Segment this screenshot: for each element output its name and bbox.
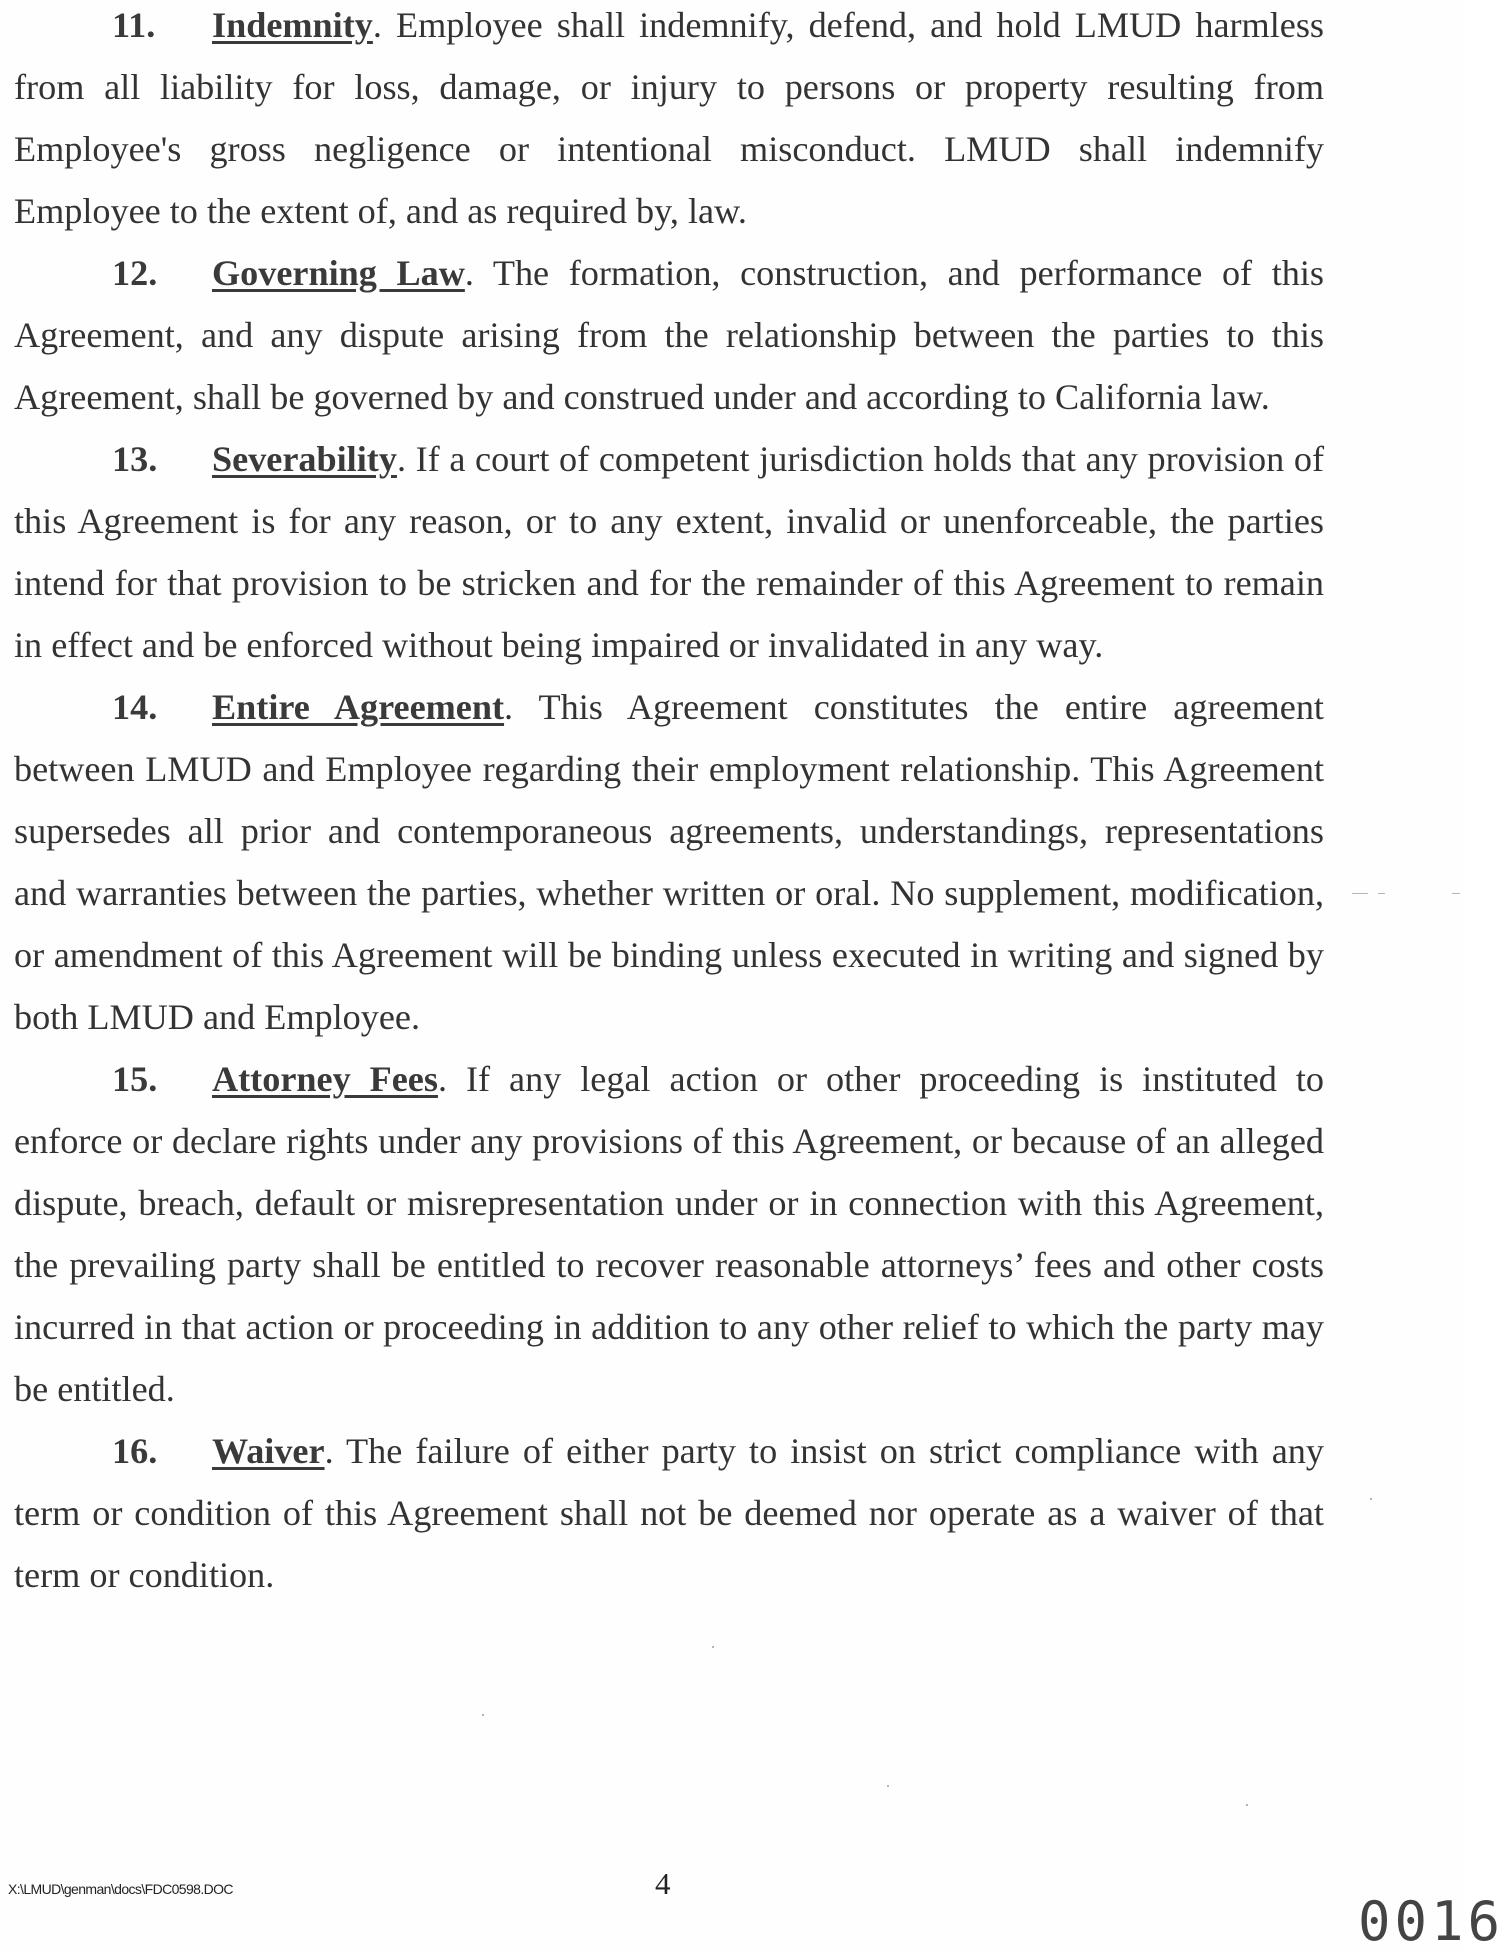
- clause-heading: Governing Law: [212, 253, 465, 293]
- clause-number: 16.: [112, 1431, 158, 1471]
- clause-number: 15.: [112, 1059, 158, 1099]
- clause-text: . Employee shall indemnify, defend, and hold LMUD harmless from all liability for loss, damage, or injury to persons or property resulting from Employee's gross negligence or intentional misconduct. LMUD shall indemnify Employee to the extent of, and as required by, law.: [14, 5, 1324, 231]
- clause-text: . This Agreement constitutes the entire agreement between LMUD and Employee regarding their employment relationship. This Agreement supersedes all prior and contemporaneous agreements, understandings, representations and warranties between the parties, whether written or oral. No supplement, modification, or amendment of this Agreement will be binding unless executed in writing and signed by both LMUD and Employee.: [14, 687, 1324, 1037]
- bates-number: 0016: [1358, 1890, 1504, 1953]
- clause-entire-agreement: [14, 676, 1324, 1048]
- clause-heading: Entire Agreement: [212, 687, 505, 727]
- clause-heading: Attorney Fees: [212, 1059, 438, 1099]
- scan-speck: [887, 1785, 889, 1787]
- document-body: [14, 0, 1324, 1606]
- clause-number: 14.: [112, 687, 158, 727]
- clause-severability: [14, 428, 1324, 676]
- scan-mark: [1452, 893, 1460, 894]
- clause-heading: Severability: [212, 439, 397, 479]
- clause-heading: Waiver: [212, 1431, 325, 1471]
- footer-file-path: X:\LMUD\genman\docs\FDC0598.DOC: [8, 1881, 233, 1897]
- clause-text: . The formation, construction, and performance of this Agreement, and any dispute arising from the relationship between the parties to this Agreement, shall be governed by and construed under and according to California law.: [14, 253, 1324, 417]
- clause-heading: Indemnity: [212, 5, 373, 45]
- clause-attorney-fees: [14, 1048, 1324, 1420]
- page-number: 4: [655, 1866, 671, 1901]
- scan-speck: [482, 1714, 484, 1716]
- clause-indemnity: [14, 0, 1324, 242]
- clause-number: 13.: [112, 439, 158, 479]
- clause-text: . If any legal action or other proceeding is instituted to enforce or declare rights under any provisions of this Agreement, or because of an alleged dispute, breach, default or misrepresentation under or in connection with this Agreement, the prevailing party shall be entitled to recover reasonable attorneys’ fees and other costs incurred in that action or proceeding in addition to any other relief to which the party may be entitled.: [14, 1059, 1324, 1409]
- clause-number: 11.: [112, 5, 156, 45]
- scan-mark: [1352, 893, 1368, 894]
- scan-mark: [1378, 893, 1385, 894]
- clause-waiver: [14, 1420, 1324, 1606]
- clause-text: . The failure of either party to insist on strict compliance with any term or condition of this Agreement shall not be deemed nor operate as a waiver of that term or condition.: [14, 1431, 1324, 1595]
- clause-governing-law: [14, 242, 1324, 428]
- clause-text: . If a court of competent jurisdiction holds that any provision of this Agreement is for any reason, or to any extent, invalid or unenforceable, the parties intend for that provision to be stricken and for the remainder of this Agreement to remain in effect and be enforced without being impaired or invalidated in any way.: [14, 439, 1324, 665]
- scan-speck: [712, 1646, 714, 1648]
- clause-number: 12.: [112, 253, 158, 293]
- scan-speck: [1246, 1804, 1248, 1806]
- scan-speck: [1370, 1498, 1372, 1500]
